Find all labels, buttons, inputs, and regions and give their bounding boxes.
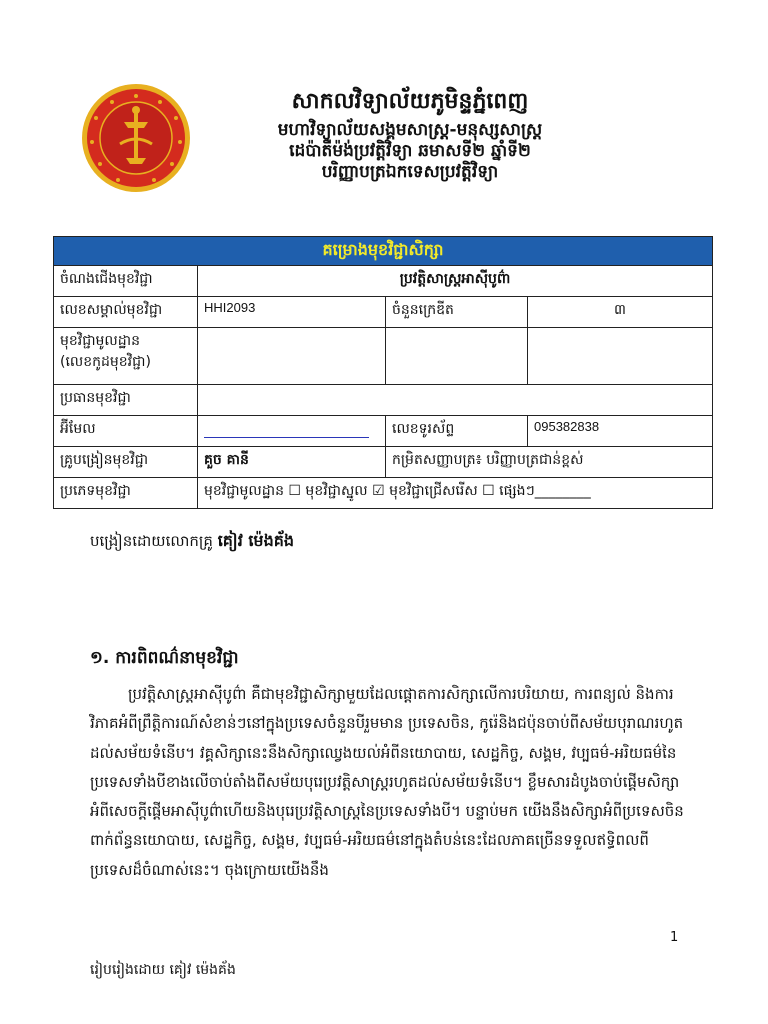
university-name: សាកលវិទ្យាល័យភូមិន្ទភ្នំពេញ xyxy=(291,89,529,114)
course-title-value: ប្រវត្តិសាស្ត្រអាស៊ីបូព៌ា xyxy=(198,266,713,297)
course-head-label: ប្រធានមុខវិជ្ជា xyxy=(54,385,198,416)
degree-level: កម្រិតសញ្ញាបត្រ៖ បរិញ្ញាបត្រជាន់ខ្ពស់ xyxy=(386,447,713,478)
document-header xyxy=(200,88,620,183)
section-heading: ១. ការពិពណ៌នាមុខវិជ្ជា xyxy=(90,648,239,668)
empty-cell xyxy=(386,328,528,385)
phone-label: លេខទូរស័ព្ទ xyxy=(386,416,528,447)
course-type-label: ប្រភេទមុខវិជ្ជា xyxy=(54,478,198,509)
prerequisite-value xyxy=(198,328,386,385)
course-head-value xyxy=(198,385,713,416)
empty-cell xyxy=(528,328,713,385)
table-row xyxy=(54,416,713,447)
course-type-options: មុខវិជ្ជាមូលដ្ឋាន ☐ មុខវិជ្ជាស្នូល ☑ មុខវិជ្ជាជ្រើសរើស ☐ ផ្សេងៗ________ xyxy=(198,478,713,509)
teacher-label: គ្រូបង្រៀនមុខវិជ្ជា xyxy=(54,447,198,478)
prerequisite-label-line2: (លេខកូដមុខវិជ្ជា) xyxy=(60,354,151,370)
department-semester: ដេប៉ាតឺម៉ង់ប្រវត្តិវិទ្យា ឆមាសទី២ ឆ្នាំទី២ xyxy=(289,140,531,161)
syllabus-table xyxy=(53,236,713,509)
teacher-value: គួច គានី xyxy=(198,447,386,478)
taught-by-line xyxy=(90,530,294,554)
taught-by-prefix: បង្រៀនដោយលោកគ្រូ xyxy=(90,532,213,550)
table-banner-row xyxy=(54,237,713,266)
credits-value: ៣ xyxy=(528,297,713,328)
email-value[interactable] xyxy=(198,416,386,447)
syllabus-banner: គម្រោងមុខវិជ្ជាសិក្សា xyxy=(54,237,713,266)
table-row xyxy=(54,328,713,385)
page-number: 1 xyxy=(670,930,679,945)
paragraph-text: ប្រវត្តិសាស្ត្រអាស៊ីបូព៌ា គឺជាមុខវិជ្ជាសិក្សាមួយដែលផ្តោតការសិក្សាលើការបរិយាយ, ការពន្យល់ និងការវិភាគអំពីព្រឹត្តិការណ៍សំខាន់ៗនៅក្នុងប្រទេសចំនួនបីរួមមាន ប្រទេសចិន, កូរ៉េនិងជប៉ុនចាប់ពីសម័យបុរាណរហូតដល់សម័យទំនើប។ វគ្គសិក្សានេះនឹងសិក្សាឈ្វេងយល់អំពីនយោបាយ, សេដ្ឋកិច្ច, សង្គម, វប្បធម៌-អរិយធម៌នៃប្រទេសទាំងបីខាងលើចាប់តាំងពីសម័យបុរេប្រវត្តិសាស្ត្ររហូតដល់សម័យទំនើប។ ខ្លឹមសារដំបូងចាប់ផ្តើមសិក្សាអំពីសេចក្តីផ្តើមអាស៊ីបូព៌ាហើយនិងបុរេប្រវត្តិសាស្ត្រនៃប្រទេសទាំងបី។ បន្ទាប់មក យើងនឹងសិក្សាអំពីប្រទេសចិនពាក់ព័ន្ធនយោបាយ, សេដ្ឋកិច្ច, សង្គម, វប្បធម៌-អរិយធម៌នៅក្នុងតំបន់នេះដែលភាគច្រើនទទួលឥទ្ធិពលពីប្រទេសដ៏ចំណាស់នេះ។ ចុងក្រោយយើងនឹង xyxy=(90,685,684,879)
email-label: អ៊ីមែល xyxy=(54,416,198,447)
prerequisite-label xyxy=(54,328,198,385)
email-underline xyxy=(204,423,369,438)
degree-program: បរិញ្ញាបត្រឯកទេសប្រវត្តិវិទ្យា xyxy=(321,162,499,182)
table-row xyxy=(54,385,713,416)
footer-author: រៀបរៀងដោយ គៀវ ម៉េងគ័ង xyxy=(90,962,236,978)
course-code-value: HHI2093 xyxy=(198,297,386,328)
table-row xyxy=(54,297,713,328)
table-row xyxy=(54,478,713,509)
instructor-name: គៀវ ម៉េងគ័ង xyxy=(217,531,295,550)
course-title-label: ចំណងជើងមុខវិជ្ជា xyxy=(54,266,198,297)
phone-value: 095382838 xyxy=(528,416,713,447)
credits-label: ចំនួនក្រេឌីត xyxy=(386,297,528,328)
university-logo xyxy=(80,82,192,194)
faculty-name: មហាវិទ្យាល័យសង្គមសាស្ត្រ-មនុស្សសាស្ត្រ xyxy=(277,119,543,140)
prerequisite-label-line1: មុខវិជ្ជាមូលដ្ឋាន xyxy=(60,333,140,349)
table-row xyxy=(54,266,713,297)
course-description-paragraph xyxy=(90,680,690,885)
course-code-label: លេខសម្គាល់មុខវិជ្ជា xyxy=(54,297,198,328)
table-row xyxy=(54,447,713,478)
